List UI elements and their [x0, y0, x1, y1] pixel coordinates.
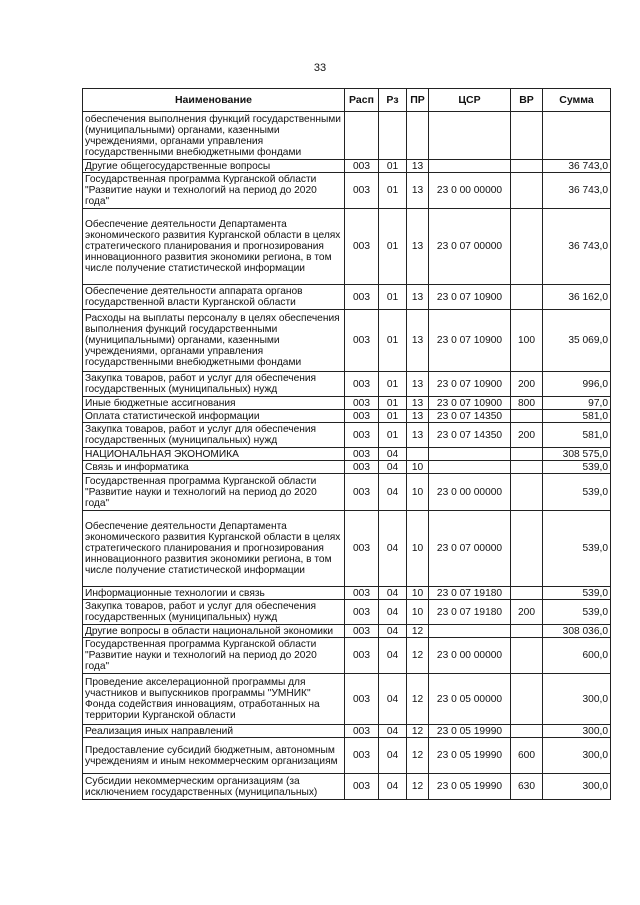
cell-csr: 23 0 00 00000 — [429, 474, 511, 511]
table-row — [83, 423, 611, 448]
table-row — [83, 638, 611, 674]
cell-sum: 581,0 — [543, 423, 611, 448]
cell-rz: 04 — [379, 774, 407, 800]
cell-rasp: 003 — [345, 774, 379, 800]
cell-csr: 23 0 05 00000 — [429, 674, 511, 725]
cell-pr: 12 — [407, 625, 429, 638]
cell-vr: 600 — [511, 738, 543, 774]
cell-pr: 13 — [407, 160, 429, 173]
cell-rz: 01 — [379, 423, 407, 448]
table-row — [83, 372, 611, 397]
header-rasp: Расп — [345, 89, 379, 112]
cell-sum: 35 069,0 — [543, 310, 611, 372]
cell-pr: 12 — [407, 738, 429, 774]
cell-rz: 01 — [379, 173, 407, 209]
cell-rasp: 003 — [345, 372, 379, 397]
cell-rz: 01 — [379, 372, 407, 397]
table-row — [83, 461, 611, 474]
page-number: 33 — [313, 62, 327, 74]
cell-name: Государственная программа Курганской области "Развитие науки и технологий на период до 2020 года" — [83, 638, 345, 674]
cell-vr — [511, 474, 543, 511]
cell-rz: 04 — [379, 725, 407, 738]
cell-name: Обеспечение деятельности Департамента экономического развития Курганской области в целях стратегического планирования и прогнозирования инновационного развития экономики региона, в том числе получение статистической информации — [83, 209, 345, 285]
cell-name: Оплата статистической информации — [83, 410, 345, 423]
cell-name: Связь и информатика — [83, 461, 345, 474]
table-row — [83, 474, 611, 511]
table-row — [83, 285, 611, 310]
cell-name: Обеспечение деятельности аппарата органов государственной власти Курганской области — [83, 285, 345, 310]
cell-pr: 13 — [407, 285, 429, 310]
cell-sum: 539,0 — [543, 587, 611, 600]
header-pr: ПР — [407, 89, 429, 112]
cell-rasp: 003 — [345, 625, 379, 638]
cell-vr — [511, 725, 543, 738]
cell-rz: 01 — [379, 397, 407, 410]
cell-rasp: 003 — [345, 600, 379, 625]
cell-rasp: 003 — [345, 587, 379, 600]
cell-csr: 23 0 05 19990 — [429, 774, 511, 800]
cell-rasp: 003 — [345, 725, 379, 738]
cell-rz: 04 — [379, 461, 407, 474]
cell-vr — [511, 674, 543, 725]
cell-rasp: 003 — [345, 209, 379, 285]
cell-csr: 23 0 07 00000 — [429, 511, 511, 587]
cell-csr: 23 0 07 10900 — [429, 397, 511, 410]
cell-name: Реализация иных направлений — [83, 725, 345, 738]
cell-pr: 13 — [407, 410, 429, 423]
cell-vr — [511, 511, 543, 587]
cell-csr: 23 0 07 19180 — [429, 600, 511, 625]
cell-pr — [407, 448, 429, 461]
cell-vr — [511, 448, 543, 461]
cell-name: Проведение акселерационной программы для участников и выпускников программы "УМНИК" Фонда содействия инновациям, отработанных на территории Курганской области — [83, 674, 345, 725]
cell-csr: 23 0 07 00000 — [429, 209, 511, 285]
header-sum: Сумма — [543, 89, 611, 112]
cell-rasp: 003 — [345, 738, 379, 774]
cell-rz: 04 — [379, 448, 407, 461]
cell-vr — [511, 112, 543, 160]
cell-rz: 01 — [379, 285, 407, 310]
cell-pr: 10 — [407, 600, 429, 625]
table-row — [83, 774, 611, 800]
cell-csr: 23 0 05 19990 — [429, 738, 511, 774]
cell-sum: 36 743,0 — [543, 160, 611, 173]
cell-sum: 300,0 — [543, 674, 611, 725]
cell-pr: 12 — [407, 774, 429, 800]
cell-csr — [429, 448, 511, 461]
cell-rz: 01 — [379, 410, 407, 423]
cell-sum: 300,0 — [543, 738, 611, 774]
budget-table — [82, 88, 611, 800]
cell-sum: 308 575,0 — [543, 448, 611, 461]
header-name: Наименование — [83, 89, 345, 112]
cell-name: Другие общегосударственные вопросы — [83, 160, 345, 173]
cell-pr: 13 — [407, 397, 429, 410]
table-body — [83, 112, 611, 800]
table-row — [83, 310, 611, 372]
cell-vr: 200 — [511, 600, 543, 625]
cell-rz: 04 — [379, 600, 407, 625]
cell-sum: 539,0 — [543, 474, 611, 511]
cell-rz: 04 — [379, 511, 407, 587]
cell-csr: 23 0 05 19990 — [429, 725, 511, 738]
cell-name: НАЦИОНАЛЬНАЯ ЭКОНОМИКА — [83, 448, 345, 461]
cell-vr: 630 — [511, 774, 543, 800]
cell-csr: 23 0 00 00000 — [429, 638, 511, 674]
cell-rasp: 003 — [345, 410, 379, 423]
header-rz: Рз — [379, 89, 407, 112]
cell-vr — [511, 625, 543, 638]
table-row — [83, 209, 611, 285]
header-csr: ЦСР — [429, 89, 511, 112]
table-row — [83, 112, 611, 160]
cell-sum: 600,0 — [543, 638, 611, 674]
cell-csr — [429, 160, 511, 173]
cell-csr: 23 0 00 00000 — [429, 173, 511, 209]
cell-sum — [543, 112, 611, 160]
table-row — [83, 625, 611, 638]
cell-pr: 13 — [407, 310, 429, 372]
cell-csr — [429, 625, 511, 638]
cell-name: Информационные технологии и связь — [83, 587, 345, 600]
cell-rasp: 003 — [345, 160, 379, 173]
cell-vr: 200 — [511, 372, 543, 397]
header-row — [83, 89, 611, 112]
cell-rz: 01 — [379, 310, 407, 372]
cell-name: Субсидии некоммерческим организациям (за исключением государственных (муниципальных) — [83, 774, 345, 800]
cell-name: Закупка товаров, работ и услуг для обеспечения государственных (муниципальных) нужд — [83, 372, 345, 397]
cell-pr: 10 — [407, 587, 429, 600]
cell-vr — [511, 285, 543, 310]
cell-name: Государственная программа Курганской области "Развитие науки и технологий на период до 2020 года" — [83, 173, 345, 209]
table-row — [83, 160, 611, 173]
cell-rasp: 003 — [345, 674, 379, 725]
cell-name: обеспечения выполнения функций государственными (муниципальными) органами, казенными учреждениями, органами управления государственными внебюджетными фондами — [83, 112, 345, 160]
cell-rz: 04 — [379, 674, 407, 725]
cell-sum: 539,0 — [543, 461, 611, 474]
cell-csr: 23 0 07 10900 — [429, 285, 511, 310]
cell-name: Закупка товаров, работ и услуг для обеспечения государственных (муниципальных) нужд — [83, 423, 345, 448]
cell-sum: 36 162,0 — [543, 285, 611, 310]
cell-rasp — [345, 112, 379, 160]
cell-csr: 23 0 07 10900 — [429, 372, 511, 397]
cell-pr: 13 — [407, 372, 429, 397]
cell-rasp: 003 — [345, 638, 379, 674]
table-row — [83, 448, 611, 461]
cell-name: Закупка товаров, работ и услуг для обеспечения государственных (муниципальных) нужд — [83, 600, 345, 625]
table-row — [83, 738, 611, 774]
cell-name: Иные бюджетные ассигнования — [83, 397, 345, 410]
cell-vr — [511, 461, 543, 474]
cell-csr — [429, 461, 511, 474]
cell-rasp: 003 — [345, 285, 379, 310]
cell-sum: 36 743,0 — [543, 209, 611, 285]
table-row — [83, 173, 611, 209]
cell-name: Предоставление субсидий бюджетным, автономным учреждениям и иным некоммерческим организациям — [83, 738, 345, 774]
cell-csr: 23 0 07 10900 — [429, 310, 511, 372]
cell-name: Расходы на выплаты персоналу в целях обеспечения выполнения функций государственными (муниципальными) органами, казенными учреждениями, органами управления государственными внебюджетными фондами — [83, 310, 345, 372]
cell-rz: 04 — [379, 625, 407, 638]
cell-sum: 97,0 — [543, 397, 611, 410]
header-vr: ВР — [511, 89, 543, 112]
cell-pr: 12 — [407, 638, 429, 674]
table-row — [83, 397, 611, 410]
cell-name: Государственная программа Курганской области "Развитие науки и технологий на период до 2020 года" — [83, 474, 345, 511]
cell-csr: 23 0 07 14350 — [429, 410, 511, 423]
table-row — [83, 600, 611, 625]
cell-vr: 800 — [511, 397, 543, 410]
cell-csr — [429, 112, 511, 160]
table-row — [83, 587, 611, 600]
table-row — [83, 725, 611, 738]
cell-rz: 01 — [379, 160, 407, 173]
cell-rz: 04 — [379, 587, 407, 600]
cell-pr: 13 — [407, 173, 429, 209]
cell-vr: 200 — [511, 423, 543, 448]
cell-rasp: 003 — [345, 397, 379, 410]
cell-rasp: 003 — [345, 448, 379, 461]
table-row — [83, 410, 611, 423]
cell-sum: 539,0 — [543, 600, 611, 625]
table-row — [83, 511, 611, 587]
cell-pr: 10 — [407, 511, 429, 587]
cell-rasp: 003 — [345, 173, 379, 209]
table-row — [83, 674, 611, 725]
cell-vr: 100 — [511, 310, 543, 372]
cell-vr — [511, 587, 543, 600]
cell-rz: 04 — [379, 638, 407, 674]
cell-pr: 10 — [407, 461, 429, 474]
cell-sum: 300,0 — [543, 774, 611, 800]
cell-name: Обеспечение деятельности Департамента экономического развития Курганской области в целях стратегического планирования и прогнозирования инновационного развития экономики региона, в том числе получение статистической информации — [83, 511, 345, 587]
cell-pr: 12 — [407, 674, 429, 725]
cell-pr: 10 — [407, 474, 429, 511]
cell-pr: 13 — [407, 209, 429, 285]
cell-rasp: 003 — [345, 310, 379, 372]
cell-name: Другие вопросы в области национальной экономики — [83, 625, 345, 638]
cell-rasp: 003 — [345, 461, 379, 474]
cell-pr: 12 — [407, 725, 429, 738]
cell-sum: 36 743,0 — [543, 173, 611, 209]
cell-vr — [511, 160, 543, 173]
cell-csr: 23 0 07 19180 — [429, 587, 511, 600]
cell-rasp: 003 — [345, 423, 379, 448]
cell-vr — [511, 173, 543, 209]
cell-sum: 581,0 — [543, 410, 611, 423]
cell-rz: 01 — [379, 209, 407, 285]
cell-pr — [407, 112, 429, 160]
cell-vr — [511, 410, 543, 423]
cell-pr: 13 — [407, 423, 429, 448]
cell-rasp: 003 — [345, 511, 379, 587]
cell-rz — [379, 112, 407, 160]
cell-vr — [511, 209, 543, 285]
cell-sum: 300,0 — [543, 725, 611, 738]
cell-csr: 23 0 07 14350 — [429, 423, 511, 448]
cell-sum: 996,0 — [543, 372, 611, 397]
cell-sum: 308 036,0 — [543, 625, 611, 638]
cell-rz: 04 — [379, 474, 407, 511]
cell-sum: 539,0 — [543, 511, 611, 587]
cell-vr — [511, 638, 543, 674]
cell-rasp: 003 — [345, 474, 379, 511]
cell-rz: 04 — [379, 738, 407, 774]
